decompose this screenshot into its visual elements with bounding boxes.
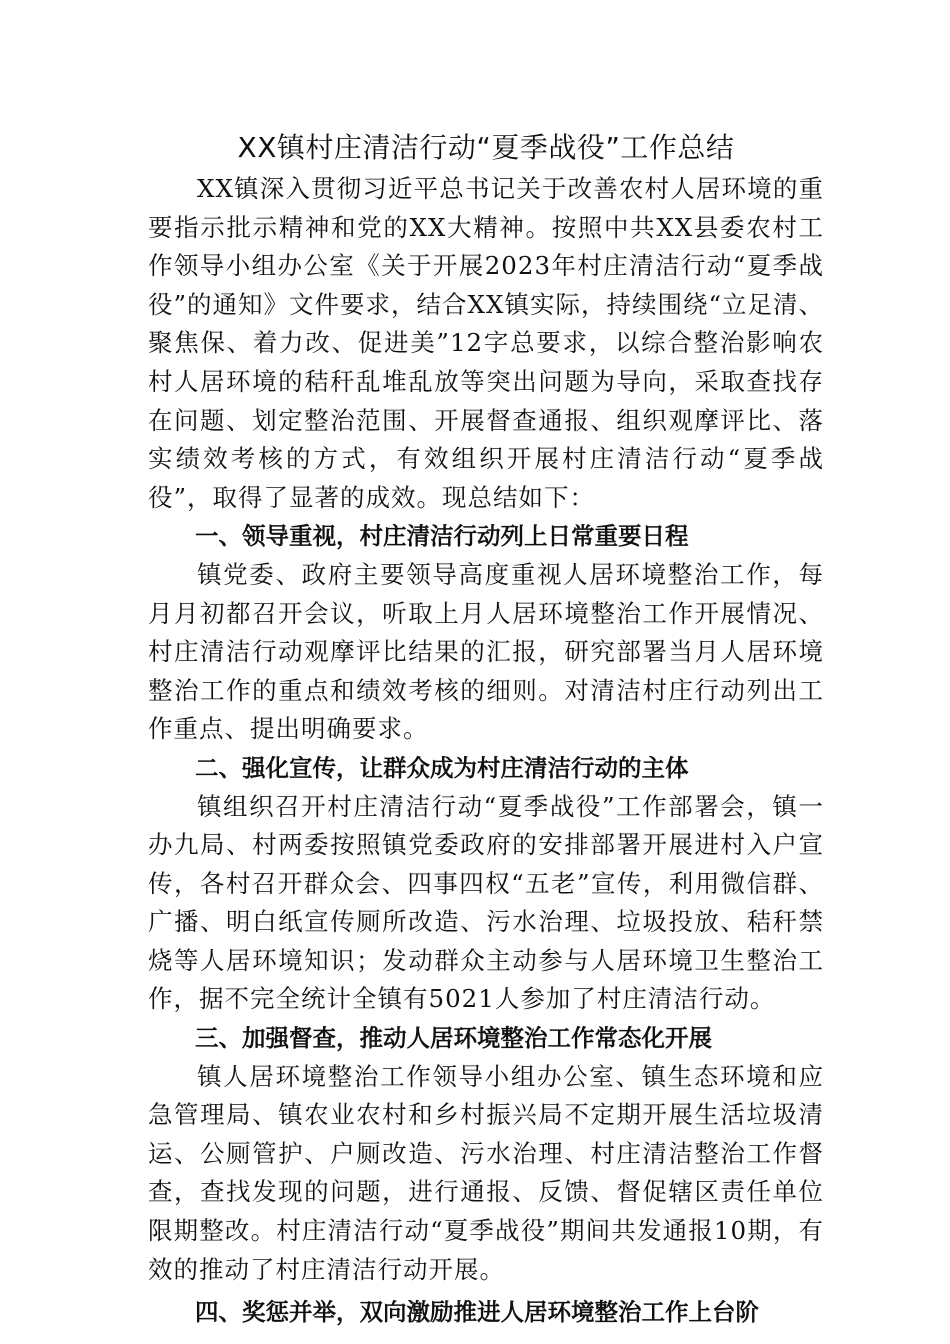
intro-paragraph: XX镇深入贯彻习近平总书记关于改善农村人居环境的重要指示批示精神和党的XX大精神。按照中共XX县委农村工作领导小组办公室《关于开展2023年村庄清洁行动“夏季战役”的通知》文件要求，结合XX镇实际，持续围绕“立足清、聚焦保、着力改、促进美”12字总要求，以综合整治影响农村人居环境的秸秆乱堆乱放等突出问题为导向，采取查找存在问题、划定整治范围、开展督查通报、组织观摩评比、落实绩效考核的方式，有效组织开展村庄清洁行动“夏季战役”，取得了显著的成效。现总结如下： — [148, 174, 824, 512]
section-4-heading: 四、奖惩并举，双向激励推进人居环境整治工作上台阶 — [195, 1298, 759, 1327]
document-page — [148, 126, 824, 1332]
section-1-heading: 一、领导重视，村庄清洁行动列上日常重要日程 — [195, 522, 689, 551]
document-title: XX镇村庄清洁行动“夏季战役”工作总结 — [237, 131, 735, 164]
section-1-body: 镇党委、政府主要领导高度重视人居环境整治工作，每月月初都召开会议，听取上月人居环境整治工作开展情况、村庄清洁行动观摩评比结果的汇报，研究部署当月人居环境整治工作的重点和绩效考核的细则。对清洁村庄行动列出工作重点、提出明确要求。 — [148, 559, 824, 744]
section-2-heading: 二、强化宣传，让群众成为村庄清洁行动的主体 — [195, 753, 689, 782]
section-3-heading: 三、加强督查，推动人居环境整治工作常态化开展 — [195, 1024, 712, 1053]
section-3-body: 镇人居环境整治工作领导小组办公室、镇生态环境和应急管理局、镇农业农村和乡村振兴局不定期开展生活垃圾清运、公厕管护、户厕改造、污水治理、村庄清洁整治工作督查，查找发现的问题，进行通报、反馈、督促辖区责任单位限期整改。村庄清洁行动“夏季战役”期间共发通报10期，有效的推动了村庄清洁行动开展。 — [148, 1061, 824, 1284]
section-2-body: 镇组织召开村庄清洁行动“夏季战役”工作部署会，镇一办九局、村两委按照镇党委政府的安排部署开展进村入户宣传，各村召开群众会、四事四权“五老”宣传，利用微信群、广播、明白纸宣传厕所改造、污水治理、垃圾投放、秸秆禁烧等人居环境知识；发动群众主动参与人居环境卫生整治工作，据不完全统计全镇有5021人参加了村庄清洁行动。 — [148, 791, 824, 1014]
